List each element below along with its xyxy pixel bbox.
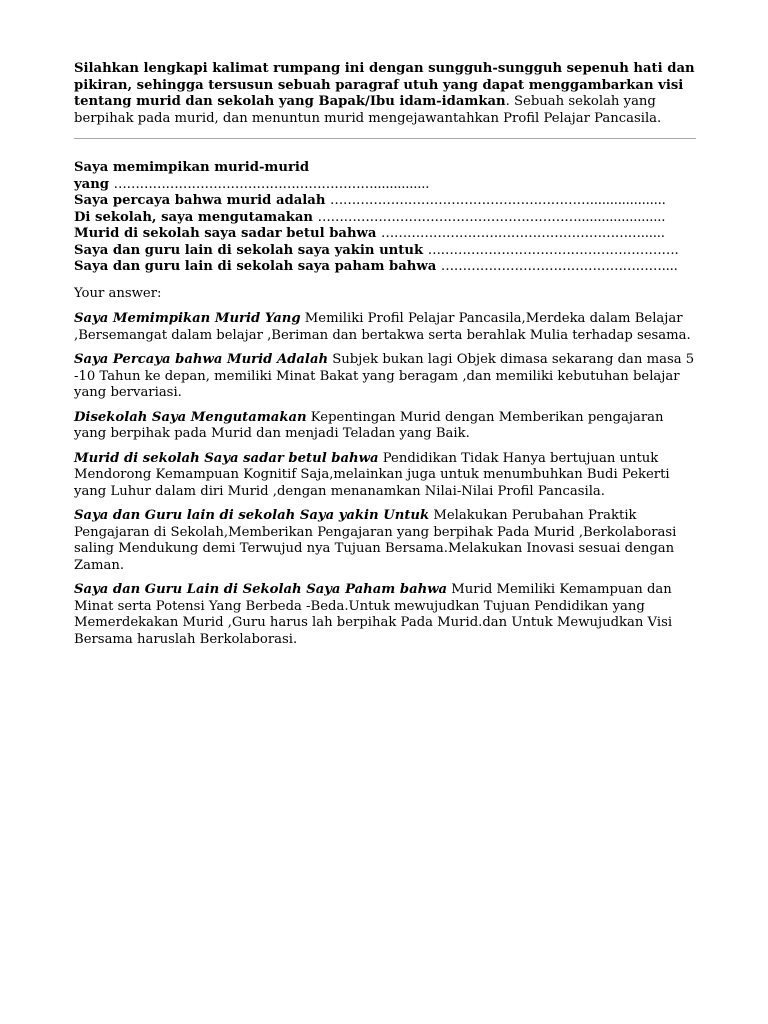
prompt-list [74, 160, 696, 276]
answer-paragraph [74, 582, 696, 648]
answer-lead: Saya dan Guru lain di sekolah Saya yakin Untuk [74, 508, 430, 523]
answer-text: Kepentingan Murid dengan Memberikan pengajaran yang berpihak pada Murid dan menjadi Teladan yang Baik. [74, 409, 664, 441]
prompt-line [74, 226, 696, 243]
prompt-line [74, 259, 696, 276]
answer-lead: Disekolah Saya Mengutamakan [74, 409, 307, 425]
instructions-bold-text: Silahkan lengkapi kalimat rumpang ini dengan sungguh-sungguh sepenuh hati dan pikiran, sehingga tersusun sebuah paragraf utuh yang dapat menggambarkan visi tentang murid dan sekolah yang Bapak/Ibu idam-idamkan [74, 61, 695, 109]
answer-list [74, 311, 696, 648]
prompt-label: Saya percaya bahwa murid adalah [74, 193, 330, 208]
answer-text: Pendidikan Tidak Hanya bertujuan untuk Mendorong Kemampuan Kognitif Saja,melainkan juga untuk menumbuhkan Budi Pekerti yang Luhur dalam diri Murid ,dengan menanamkan Nilai-Nilai Profil Pancasila. [74, 450, 670, 499]
answer-text: Subjek bukan lagi Objek dimasa sekarang dan masa 5 -10 Tahun ke depan, memiliki Minat Bakat yang beragam ,dan memiliki kebutuhan belajar yang bervariasi. [74, 352, 695, 400]
prompt-label: Saya dan guru lain di sekolah saya yakin untuk [74, 242, 428, 258]
answer-paragraph [74, 352, 696, 402]
answer-lead: Saya dan Guru Lain di Sekolah Saya Paham bahwa [74, 582, 448, 597]
prompt-dots: …………………………………………………….............. [113, 176, 430, 192]
prompt-line [74, 193, 696, 210]
answer-paragraph [74, 410, 696, 443]
prompt-dots: ……………………………………………………...... [381, 226, 665, 241]
document-page [74, 61, 696, 656]
prompt-label: Di sekolah, saya mengutamakan [74, 209, 318, 225]
answer-lead: Saya Percaya bahwa Murid Adalah [74, 352, 329, 367]
instructions-paragraph [74, 61, 696, 127]
answer-paragraph [74, 451, 696, 501]
prompt-line [74, 177, 696, 194]
answer-lead: Saya Memimpikan Murid Yang [74, 311, 301, 326]
prompt-label: Saya dan guru lain di sekolah saya paham bahwa [74, 259, 441, 274]
answer-lead: Murid di sekolah Saya sadar betul bahwa [74, 450, 379, 466]
prompt-dots: ……………………………………………………................... [330, 193, 666, 208]
your-answer-label: Your answer: [74, 285, 162, 301]
instructions-normal-text: . Sebuah sekolah yang berpihak pada murid, dan menuntun murid mengejawantahkan Profil Pelajar Pancasila. [74, 94, 662, 126]
prompt-line [74, 243, 696, 260]
answer-text: Melakukan Perubahan Praktik Pengajaran di Sekolah,Memberikan Pengajaran yang berpihak Pada Murid ,Berkolaborasi saling Mendukung demi Terwujud nya Tujuan Bersama.Melakukan Inovasi sesuai dengan Zaman. [74, 508, 677, 573]
prompt-dots: …………………………………………….... [440, 259, 678, 274]
answer-paragraph [74, 508, 696, 574]
prompt-label: yang [74, 176, 114, 192]
prompt-line [74, 210, 696, 227]
answer-text: Murid Memiliki Kemampuan dan Minat serta Potensi Yang Berbeda -Beda.Untuk mewujudkan Tujuan Pendidikan yang Memerdekakan Murid ,Guru harus lah berpihak Pada Murid.dan Untuk Mewujudkan Visi Bersama haruslah Berkolaborasi. [74, 582, 673, 647]
prompt-line [74, 160, 696, 177]
prompt-label: Saya memimpikan murid-murid [74, 160, 310, 175]
section-divider [74, 138, 696, 139]
prompt-dots: …………………………………………………. [427, 242, 679, 258]
prompt-dots: ……………………………………………………...................... [317, 209, 666, 225]
answer-paragraph [74, 311, 696, 344]
prompt-label: Murid di sekolah saya sadar betul bahwa [74, 226, 382, 241]
answer-text: Memiliki Profil Pelajar Pancasila,Merdeka dalam Belajar ,Bersemangat dalam belajar ,Beriman dan bertakwa serta berahlak Mulia terhadap sesama. [74, 311, 691, 343]
